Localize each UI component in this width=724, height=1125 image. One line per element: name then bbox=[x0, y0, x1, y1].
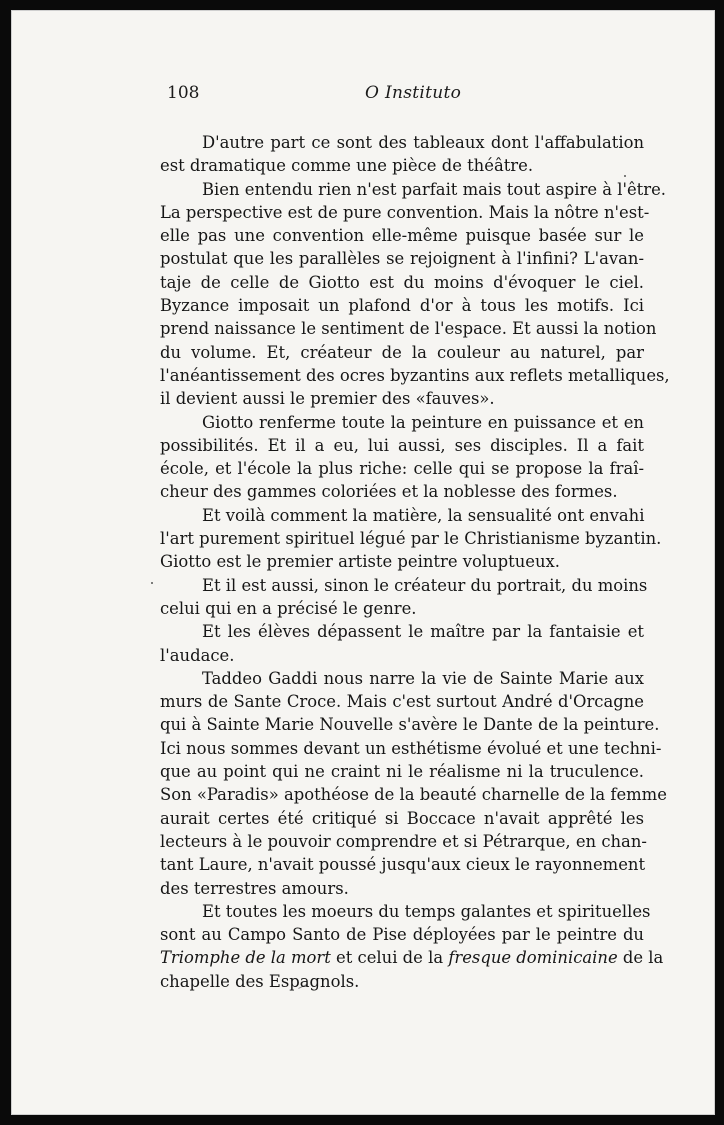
text-line: l'anéantissement des ocres byzantins aux reflets metalliques, bbox=[160, 365, 670, 385]
text-line: est dramatique comme une pièce de théâtre. bbox=[160, 156, 534, 176]
text-line: possibilités. Et il a eu, lui aussi, ses disciples. Il a fait bbox=[160, 435, 644, 455]
running-title: O Instituto bbox=[365, 83, 462, 103]
text-line: elle pas une convention elle-même puisque basée sur le bbox=[160, 226, 644, 246]
page-number: 108 bbox=[167, 83, 200, 103]
body-text bbox=[160, 131, 670, 993]
page-header bbox=[155, 83, 635, 113]
text-line-mixed bbox=[160, 946, 664, 969]
text-line: l'audace. bbox=[160, 645, 235, 665]
text-line: que au point qui ne craint ni le réalisme ni la truculence. bbox=[160, 762, 644, 782]
text-line: cheur des gammes coloriées et la noblesse des formes. bbox=[160, 482, 618, 502]
text-line: Et les élèves dépassent le maître par la fantaisie et bbox=[202, 622, 644, 642]
text-line: lecteurs à le pouvoir comprendre et si Pétrarque, en chan- bbox=[160, 831, 647, 851]
text-line: La perspective est de pure convention. Mais la nôtre n'est- bbox=[160, 202, 650, 222]
text-line: du volume. Et, créateur de la couleur au naturel, par bbox=[160, 342, 644, 362]
dust-speck bbox=[151, 582, 153, 584]
text-line: Ici nous sommes devant un esthétisme évolué et une techni- bbox=[160, 738, 662, 758]
text-line: tant Laure, n'avait poussé jusqu'aux cieux le rayonnement bbox=[160, 855, 646, 875]
text-line: Son «Paradis» apothéose de la beauté charnelle de la femme bbox=[160, 785, 667, 805]
text-line: Giotto renferme toute la peinture en puissance et en bbox=[202, 412, 644, 432]
text-fragment: de la bbox=[617, 948, 664, 968]
text-line: qui à Sainte Marie Nouvelle s'avère le Dante de la peinture. bbox=[160, 715, 660, 735]
text-line: Byzance imposait un plafond d'or à tous les motifs. Ici bbox=[160, 296, 644, 316]
text-line: aurait certes été critiqué si Boccace n'avait apprêté les bbox=[160, 808, 644, 828]
text-line: chapelle des Espagnols. bbox=[160, 971, 360, 991]
text-line: il devient aussi le premier des «fauves». bbox=[160, 389, 495, 409]
text-line: D'autre part ce sont des tableaux dont l'affabulation bbox=[202, 133, 644, 152]
text-line: école, et l'école la plus riche: celle qui se propose la fraî- bbox=[160, 459, 644, 479]
italic-title: fresque dominicaine bbox=[448, 948, 618, 968]
text-line: Et toutes les moeurs du temps galantes et spirituelles bbox=[202, 901, 651, 921]
text-line: celui qui en a précisé le genre. bbox=[160, 598, 417, 618]
text-line: postulat que les parallèles se rejoignent à l'infini? L'avan- bbox=[160, 249, 644, 269]
text-line: taje de celle de Giotto est du moins d'évoquer le ciel. bbox=[160, 272, 644, 292]
text-line: sont au Campo Santo de Pise déployées par le peintre du bbox=[160, 925, 644, 945]
italic-title: Triomphe de la mort bbox=[160, 948, 331, 968]
text-line: Taddeo Gaddi nous narre la vie de Sainte Marie aux bbox=[202, 668, 644, 688]
text-fragment: et celui de la bbox=[330, 948, 449, 968]
text-line: Bien entendu rien n'est parfait mais tout aspire à l'être. bbox=[202, 179, 667, 199]
text-line: des terrestres amours. bbox=[160, 878, 349, 898]
text-line: Giotto est le premier artiste peintre voluptueux. bbox=[160, 552, 561, 572]
text-line: prend naissance le sentiment de l'espace. Et aussi la notion bbox=[160, 319, 657, 339]
text-line: l'art purement spirituel légué par le Christianisme byzantin. bbox=[160, 529, 662, 549]
text-line: Et voilà comment la matière, la sensualité ont envahi bbox=[202, 505, 645, 525]
text-line: murs de Sante Croce. Mais c'est surtout André d'Orcagne bbox=[160, 692, 644, 712]
text-line: Et il est aussi, sinon le créateur du portrait, du moins bbox=[202, 575, 648, 595]
